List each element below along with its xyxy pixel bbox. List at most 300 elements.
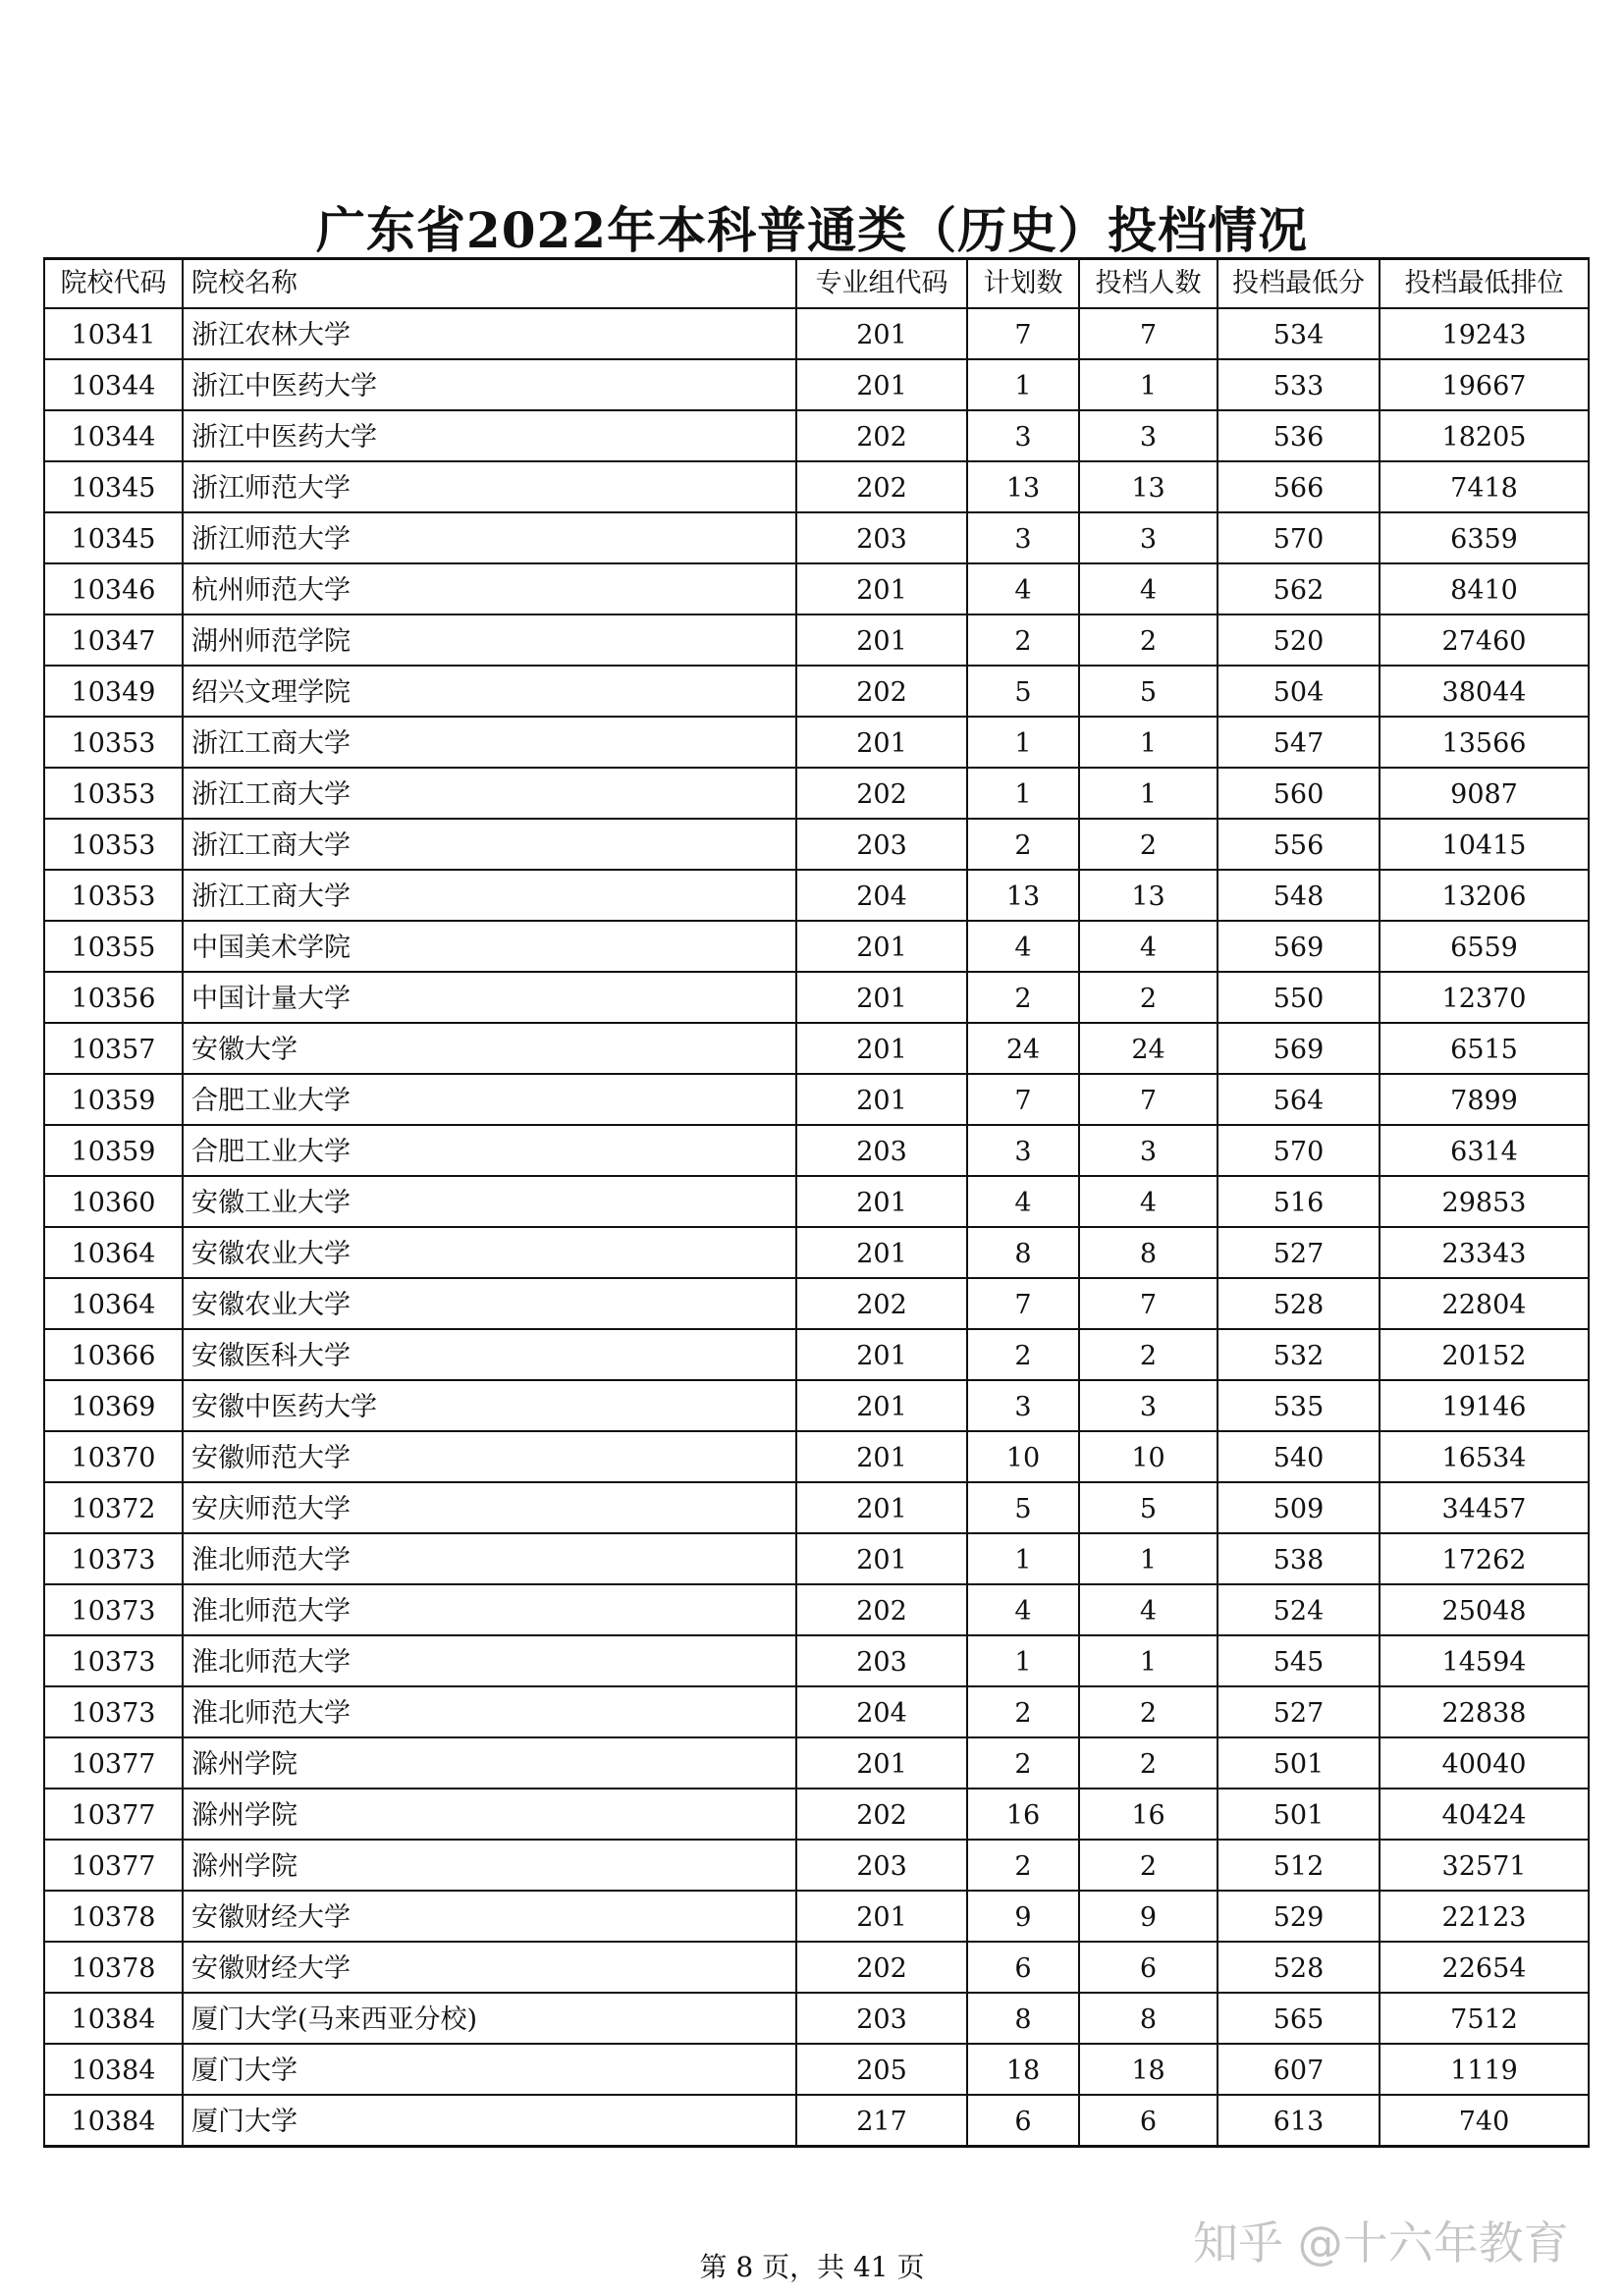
cell-major-group-code: 201 xyxy=(796,1074,967,1125)
cell-admitted-count: 2 xyxy=(1079,1840,1218,1891)
cell-admitted-count: 8 xyxy=(1079,1227,1218,1278)
cell-major-group-code: 201 xyxy=(796,1176,967,1227)
cell-min-score: 569 xyxy=(1218,921,1380,972)
cell-min-score: 565 xyxy=(1218,1993,1380,2044)
cell-plan-count: 3 xyxy=(967,410,1079,461)
cell-school-name: 安徽中医药大学 xyxy=(183,1380,796,1431)
cell-school-name: 安徽农业大学 xyxy=(183,1227,796,1278)
cell-major-group-code: 203 xyxy=(796,1993,967,2044)
cell-school-name: 安徽工业大学 xyxy=(183,1176,796,1227)
cell-school-name: 滁州学院 xyxy=(183,1737,796,1789)
cell-admitted-count: 1 xyxy=(1079,768,1218,819)
table-row xyxy=(44,1482,1589,1533)
cell-school-code: 10370 xyxy=(44,1431,183,1482)
cell-school-name: 厦门大学 xyxy=(183,2044,796,2095)
cell-major-group-code: 201 xyxy=(796,1380,967,1431)
cell-plan-count: 4 xyxy=(967,921,1079,972)
cell-admitted-count: 3 xyxy=(1079,410,1218,461)
cell-admitted-count: 6 xyxy=(1079,2095,1218,2147)
cell-min-score: 516 xyxy=(1218,1176,1380,1227)
table-row xyxy=(44,1840,1589,1891)
cell-major-group-code: 203 xyxy=(796,512,967,563)
header-admitted-count: 投档人数 xyxy=(1079,259,1218,309)
cell-major-group-code: 201 xyxy=(796,717,967,768)
cell-major-group-code: 201 xyxy=(796,1023,967,1074)
cell-admitted-count: 2 xyxy=(1079,614,1218,666)
cell-plan-count: 2 xyxy=(967,819,1079,870)
cell-major-group-code: 201 xyxy=(796,614,967,666)
cell-school-name: 安徽农业大学 xyxy=(183,1278,796,1329)
cell-min-rank: 16534 xyxy=(1380,1431,1589,1482)
table-row xyxy=(44,972,1589,1023)
table-row xyxy=(44,1227,1589,1278)
cell-min-rank: 10415 xyxy=(1380,819,1589,870)
table-header-row xyxy=(44,259,1589,309)
cell-plan-count: 13 xyxy=(967,461,1079,512)
table-row xyxy=(44,2044,1589,2095)
cell-min-score: 533 xyxy=(1218,359,1380,410)
cell-min-score: 528 xyxy=(1218,1942,1380,1993)
cell-school-name: 浙江师范大学 xyxy=(183,461,796,512)
cell-min-score: 569 xyxy=(1218,1023,1380,1074)
cell-plan-count: 3 xyxy=(967,1380,1079,1431)
cell-min-rank: 6515 xyxy=(1380,1023,1589,1074)
cell-admitted-count: 2 xyxy=(1079,972,1218,1023)
table-row xyxy=(44,512,1589,563)
cell-min-score: 564 xyxy=(1218,1074,1380,1125)
cell-min-rank: 7418 xyxy=(1380,461,1589,512)
cell-major-group-code: 217 xyxy=(796,2095,967,2147)
cell-plan-count: 10 xyxy=(967,1431,1079,1482)
cell-plan-count: 7 xyxy=(967,1278,1079,1329)
cell-admitted-count: 2 xyxy=(1079,819,1218,870)
table-row xyxy=(44,1023,1589,1074)
cell-min-rank: 32571 xyxy=(1380,1840,1589,1891)
cell-min-score: 607 xyxy=(1218,2044,1380,2095)
cell-min-rank: 19243 xyxy=(1380,308,1589,359)
cell-major-group-code: 201 xyxy=(796,1482,967,1533)
cell-min-score: 536 xyxy=(1218,410,1380,461)
cell-school-name: 浙江师范大学 xyxy=(183,512,796,563)
cell-plan-count: 13 xyxy=(967,870,1079,921)
cell-major-group-code: 204 xyxy=(796,870,967,921)
cell-school-name: 安徽财经大学 xyxy=(183,1891,796,1942)
cell-major-group-code: 202 xyxy=(796,1942,967,1993)
table-row xyxy=(44,2095,1589,2147)
cell-school-code: 10377 xyxy=(44,1789,183,1840)
cell-major-group-code: 203 xyxy=(796,1635,967,1686)
cell-major-group-code: 203 xyxy=(796,1125,967,1176)
cell-major-group-code: 202 xyxy=(796,1584,967,1635)
cell-admitted-count: 4 xyxy=(1079,1176,1218,1227)
table-row xyxy=(44,1789,1589,1840)
table-row xyxy=(44,1737,1589,1789)
cell-school-name: 滁州学院 xyxy=(183,1840,796,1891)
cell-school-code: 10384 xyxy=(44,2044,183,2095)
cell-plan-count: 6 xyxy=(967,2095,1079,2147)
cell-min-rank: 40040 xyxy=(1380,1737,1589,1789)
cell-min-score: 566 xyxy=(1218,461,1380,512)
table-row xyxy=(44,870,1589,921)
cell-major-group-code: 202 xyxy=(796,1278,967,1329)
cell-school-code: 10359 xyxy=(44,1125,183,1176)
cell-min-rank: 22123 xyxy=(1380,1891,1589,1942)
cell-min-score: 560 xyxy=(1218,768,1380,819)
cell-plan-count: 2 xyxy=(967,614,1079,666)
cell-major-group-code: 201 xyxy=(796,563,967,614)
cell-plan-count: 7 xyxy=(967,308,1079,359)
table-row xyxy=(44,768,1589,819)
table-row xyxy=(44,410,1589,461)
cell-major-group-code: 203 xyxy=(796,819,967,870)
cell-plan-count: 1 xyxy=(967,717,1079,768)
cell-min-score: 527 xyxy=(1218,1686,1380,1737)
table-row xyxy=(44,1584,1589,1635)
cell-admitted-count: 18 xyxy=(1079,2044,1218,2095)
table-row xyxy=(44,614,1589,666)
cell-min-score: 509 xyxy=(1218,1482,1380,1533)
cell-school-code: 10353 xyxy=(44,717,183,768)
cell-school-code: 10366 xyxy=(44,1329,183,1380)
cell-plan-count: 3 xyxy=(967,1125,1079,1176)
cell-school-name: 合肥工业大学 xyxy=(183,1074,796,1125)
header-school-name: 院校名称 xyxy=(183,259,796,309)
table-row xyxy=(44,1176,1589,1227)
cell-school-code: 10384 xyxy=(44,2095,183,2147)
cell-school-code: 10377 xyxy=(44,1840,183,1891)
cell-min-score: 527 xyxy=(1218,1227,1380,1278)
cell-school-code: 10345 xyxy=(44,512,183,563)
cell-major-group-code: 201 xyxy=(796,921,967,972)
cell-plan-count: 4 xyxy=(967,563,1079,614)
cell-plan-count: 4 xyxy=(967,1176,1079,1227)
cell-min-score: 570 xyxy=(1218,512,1380,563)
cell-major-group-code: 201 xyxy=(796,359,967,410)
table-row xyxy=(44,717,1589,768)
cell-min-rank: 6359 xyxy=(1380,512,1589,563)
cell-school-code: 10353 xyxy=(44,870,183,921)
cell-plan-count: 2 xyxy=(967,1329,1079,1380)
watermark: 知乎 @十六年教育 xyxy=(1193,2216,1569,2269)
cell-school-code: 10344 xyxy=(44,359,183,410)
table-row xyxy=(44,921,1589,972)
cell-admitted-count: 5 xyxy=(1079,1482,1218,1533)
cell-school-name: 滁州学院 xyxy=(183,1789,796,1840)
table-row xyxy=(44,819,1589,870)
table-row xyxy=(44,1074,1589,1125)
cell-min-rank: 8410 xyxy=(1380,563,1589,614)
cell-major-group-code: 201 xyxy=(796,972,967,1023)
cell-min-score: 501 xyxy=(1218,1737,1380,1789)
cell-school-name: 中国计量大学 xyxy=(183,972,796,1023)
cell-admitted-count: 1 xyxy=(1079,717,1218,768)
cell-school-code: 10373 xyxy=(44,1635,183,1686)
cell-school-name: 安徽医科大学 xyxy=(183,1329,796,1380)
cell-admitted-count: 6 xyxy=(1079,1942,1218,1993)
cell-min-score: 562 xyxy=(1218,563,1380,614)
cell-school-code: 10347 xyxy=(44,614,183,666)
header-school-code: 院校代码 xyxy=(44,259,183,309)
cell-school-name: 浙江中医药大学 xyxy=(183,359,796,410)
cell-school-code: 10373 xyxy=(44,1584,183,1635)
cell-school-code: 10384 xyxy=(44,1993,183,2044)
cell-min-rank: 1119 xyxy=(1380,2044,1589,2095)
cell-admitted-count: 10 xyxy=(1079,1431,1218,1482)
cell-min-score: 545 xyxy=(1218,1635,1380,1686)
cell-min-rank: 22804 xyxy=(1380,1278,1589,1329)
cell-min-rank: 17262 xyxy=(1380,1533,1589,1584)
header-major-group-code: 专业组代码 xyxy=(796,259,967,309)
cell-school-name: 安徽师范大学 xyxy=(183,1431,796,1482)
cell-min-rank: 14594 xyxy=(1380,1635,1589,1686)
cell-min-rank: 38044 xyxy=(1380,666,1589,717)
cell-min-rank: 13206 xyxy=(1380,870,1589,921)
cell-min-score: 532 xyxy=(1218,1329,1380,1380)
cell-min-score: 529 xyxy=(1218,1891,1380,1942)
cell-school-name: 淮北师范大学 xyxy=(183,1533,796,1584)
cell-major-group-code: 202 xyxy=(796,410,967,461)
cell-admitted-count: 3 xyxy=(1079,1380,1218,1431)
cell-plan-count: 9 xyxy=(967,1891,1079,1942)
cell-school-name: 湖州师范学院 xyxy=(183,614,796,666)
cell-school-name: 浙江中医药大学 xyxy=(183,410,796,461)
cell-major-group-code: 201 xyxy=(796,1227,967,1278)
page-footer: 第 8 页，共 41 页 xyxy=(699,2251,925,2283)
cell-school-code: 10356 xyxy=(44,972,183,1023)
page-title: 广东省2022年本科普通类（历史）投档情况 xyxy=(315,201,1309,259)
cell-admitted-count: 1 xyxy=(1079,1533,1218,1584)
cell-school-name: 浙江工商大学 xyxy=(183,870,796,921)
table-row xyxy=(44,359,1589,410)
cell-min-score: 547 xyxy=(1218,717,1380,768)
cell-plan-count: 16 xyxy=(967,1789,1079,1840)
cell-min-rank: 6559 xyxy=(1380,921,1589,972)
cell-min-rank: 19667 xyxy=(1380,359,1589,410)
table-row xyxy=(44,563,1589,614)
cell-admitted-count: 8 xyxy=(1079,1993,1218,2044)
cell-admitted-count: 24 xyxy=(1079,1023,1218,1074)
cell-admitted-count: 1 xyxy=(1079,359,1218,410)
cell-admitted-count: 2 xyxy=(1079,1329,1218,1380)
cell-major-group-code: 201 xyxy=(796,1737,967,1789)
cell-school-name: 安徽大学 xyxy=(183,1023,796,1074)
cell-school-code: 10353 xyxy=(44,819,183,870)
cell-school-name: 绍兴文理学院 xyxy=(183,666,796,717)
cell-min-score: 535 xyxy=(1218,1380,1380,1431)
admission-table xyxy=(43,257,1590,2148)
cell-admitted-count: 4 xyxy=(1079,921,1218,972)
cell-plan-count: 3 xyxy=(967,512,1079,563)
table-row xyxy=(44,1635,1589,1686)
cell-min-score: 524 xyxy=(1218,1584,1380,1635)
cell-school-code: 10357 xyxy=(44,1023,183,1074)
cell-major-group-code: 201 xyxy=(796,308,967,359)
cell-school-name: 浙江农林大学 xyxy=(183,308,796,359)
cell-min-rank: 25048 xyxy=(1380,1584,1589,1635)
cell-major-group-code: 201 xyxy=(796,1431,967,1482)
cell-school-code: 10360 xyxy=(44,1176,183,1227)
table-row xyxy=(44,1329,1589,1380)
table-body xyxy=(44,308,1589,2147)
cell-min-rank: 7512 xyxy=(1380,1993,1589,2044)
cell-major-group-code: 201 xyxy=(796,1891,967,1942)
cell-major-group-code: 202 xyxy=(796,666,967,717)
cell-school-code: 10377 xyxy=(44,1737,183,1789)
cell-school-code: 10373 xyxy=(44,1686,183,1737)
cell-min-rank: 9087 xyxy=(1380,768,1589,819)
header-plan-count: 计划数 xyxy=(967,259,1079,309)
cell-min-score: 556 xyxy=(1218,819,1380,870)
cell-min-rank: 7899 xyxy=(1380,1074,1589,1125)
cell-plan-count: 1 xyxy=(967,1635,1079,1686)
cell-plan-count: 2 xyxy=(967,1840,1079,1891)
table-row xyxy=(44,1278,1589,1329)
table-row xyxy=(44,1125,1589,1176)
cell-plan-count: 1 xyxy=(967,359,1079,410)
cell-major-group-code: 204 xyxy=(796,1686,967,1737)
cell-school-name: 浙江工商大学 xyxy=(183,819,796,870)
cell-school-code: 10346 xyxy=(44,563,183,614)
cell-min-rank: 6314 xyxy=(1380,1125,1589,1176)
cell-school-code: 10345 xyxy=(44,461,183,512)
cell-min-rank: 740 xyxy=(1380,2095,1589,2147)
cell-min-score: 528 xyxy=(1218,1278,1380,1329)
cell-school-code: 10378 xyxy=(44,1891,183,1942)
cell-admitted-count: 13 xyxy=(1079,461,1218,512)
cell-admitted-count: 16 xyxy=(1079,1789,1218,1840)
cell-school-code: 10373 xyxy=(44,1533,183,1584)
cell-major-group-code: 202 xyxy=(796,768,967,819)
cell-plan-count: 2 xyxy=(967,1737,1079,1789)
table-row xyxy=(44,1891,1589,1942)
cell-min-score: 504 xyxy=(1218,666,1380,717)
cell-min-score: 540 xyxy=(1218,1431,1380,1482)
cell-plan-count: 5 xyxy=(967,666,1079,717)
cell-school-name: 淮北师范大学 xyxy=(183,1584,796,1635)
cell-min-score: 570 xyxy=(1218,1125,1380,1176)
table-row xyxy=(44,1431,1589,1482)
cell-plan-count: 24 xyxy=(967,1023,1079,1074)
cell-school-name: 中国美术学院 xyxy=(183,921,796,972)
cell-admitted-count: 7 xyxy=(1079,1278,1218,1329)
cell-school-code: 10369 xyxy=(44,1380,183,1431)
cell-school-code: 10349 xyxy=(44,666,183,717)
cell-school-name: 浙江工商大学 xyxy=(183,717,796,768)
cell-plan-count: 8 xyxy=(967,1227,1079,1278)
cell-school-name: 淮北师范大学 xyxy=(183,1635,796,1686)
cell-admitted-count: 13 xyxy=(1079,870,1218,921)
cell-major-group-code: 205 xyxy=(796,2044,967,2095)
table-row xyxy=(44,1533,1589,1584)
table-row xyxy=(44,1686,1589,1737)
cell-admitted-count: 7 xyxy=(1079,1074,1218,1125)
cell-school-name: 淮北师范大学 xyxy=(183,1686,796,1737)
cell-major-group-code: 202 xyxy=(796,461,967,512)
table-row xyxy=(44,1942,1589,1993)
cell-plan-count: 6 xyxy=(967,1942,1079,1993)
cell-min-score: 512 xyxy=(1218,1840,1380,1891)
cell-school-name: 杭州师范大学 xyxy=(183,563,796,614)
cell-min-rank: 22654 xyxy=(1380,1942,1589,1993)
cell-school-code: 10355 xyxy=(44,921,183,972)
cell-min-rank: 29853 xyxy=(1380,1176,1589,1227)
cell-min-rank: 19146 xyxy=(1380,1380,1589,1431)
cell-plan-count: 1 xyxy=(967,1533,1079,1584)
cell-school-name: 厦门大学 xyxy=(183,2095,796,2147)
cell-school-name: 安徽财经大学 xyxy=(183,1942,796,1993)
cell-plan-count: 1 xyxy=(967,768,1079,819)
cell-min-rank: 22838 xyxy=(1380,1686,1589,1737)
table-row xyxy=(44,1380,1589,1431)
cell-admitted-count: 2 xyxy=(1079,1737,1218,1789)
cell-school-name: 安庆师范大学 xyxy=(183,1482,796,1533)
cell-min-rank: 34457 xyxy=(1380,1482,1589,1533)
cell-plan-count: 8 xyxy=(967,1993,1079,2044)
cell-min-rank: 12370 xyxy=(1380,972,1589,1023)
cell-admitted-count: 3 xyxy=(1079,1125,1218,1176)
cell-admitted-count: 9 xyxy=(1079,1891,1218,1942)
cell-school-code: 10341 xyxy=(44,308,183,359)
cell-major-group-code: 202 xyxy=(796,1789,967,1840)
cell-plan-count: 5 xyxy=(967,1482,1079,1533)
cell-min-score: 613 xyxy=(1218,2095,1380,2147)
cell-admitted-count: 4 xyxy=(1079,1584,1218,1635)
cell-admitted-count: 5 xyxy=(1079,666,1218,717)
header-min-score: 投档最低分 xyxy=(1218,259,1380,309)
header-min-rank: 投档最低排位 xyxy=(1380,259,1589,309)
cell-min-score: 534 xyxy=(1218,308,1380,359)
cell-school-code: 10364 xyxy=(44,1227,183,1278)
cell-admitted-count: 7 xyxy=(1079,308,1218,359)
cell-school-code: 10353 xyxy=(44,768,183,819)
cell-min-score: 548 xyxy=(1218,870,1380,921)
table-row xyxy=(44,308,1589,359)
cell-min-score: 538 xyxy=(1218,1533,1380,1584)
cell-min-rank: 13566 xyxy=(1380,717,1589,768)
cell-school-name: 浙江工商大学 xyxy=(183,768,796,819)
cell-plan-count: 2 xyxy=(967,1686,1079,1737)
cell-min-score: 520 xyxy=(1218,614,1380,666)
cell-plan-count: 7 xyxy=(967,1074,1079,1125)
cell-school-code: 10372 xyxy=(44,1482,183,1533)
cell-school-code: 10359 xyxy=(44,1074,183,1125)
cell-admitted-count: 3 xyxy=(1079,512,1218,563)
table-row xyxy=(44,461,1589,512)
cell-major-group-code: 201 xyxy=(796,1533,967,1584)
cell-major-group-code: 201 xyxy=(796,1329,967,1380)
cell-admitted-count: 2 xyxy=(1079,1686,1218,1737)
cell-plan-count: 2 xyxy=(967,972,1079,1023)
cell-admitted-count: 1 xyxy=(1079,1635,1218,1686)
cell-school-name: 合肥工业大学 xyxy=(183,1125,796,1176)
cell-min-score: 550 xyxy=(1218,972,1380,1023)
cell-plan-count: 18 xyxy=(967,2044,1079,2095)
cell-min-rank: 23343 xyxy=(1380,1227,1589,1278)
cell-min-rank: 27460 xyxy=(1380,614,1589,666)
cell-school-name: 厦门大学(马来西亚分校) xyxy=(183,1993,796,2044)
cell-min-rank: 40424 xyxy=(1380,1789,1589,1840)
cell-major-group-code: 203 xyxy=(796,1840,967,1891)
cell-school-code: 10378 xyxy=(44,1942,183,1993)
table-row xyxy=(44,1993,1589,2044)
cell-school-code: 10344 xyxy=(44,410,183,461)
cell-school-code: 10364 xyxy=(44,1278,183,1329)
cell-min-score: 501 xyxy=(1218,1789,1380,1840)
cell-plan-count: 4 xyxy=(967,1584,1079,1635)
table-row xyxy=(44,666,1589,717)
cell-min-rank: 20152 xyxy=(1380,1329,1589,1380)
cell-admitted-count: 4 xyxy=(1079,563,1218,614)
